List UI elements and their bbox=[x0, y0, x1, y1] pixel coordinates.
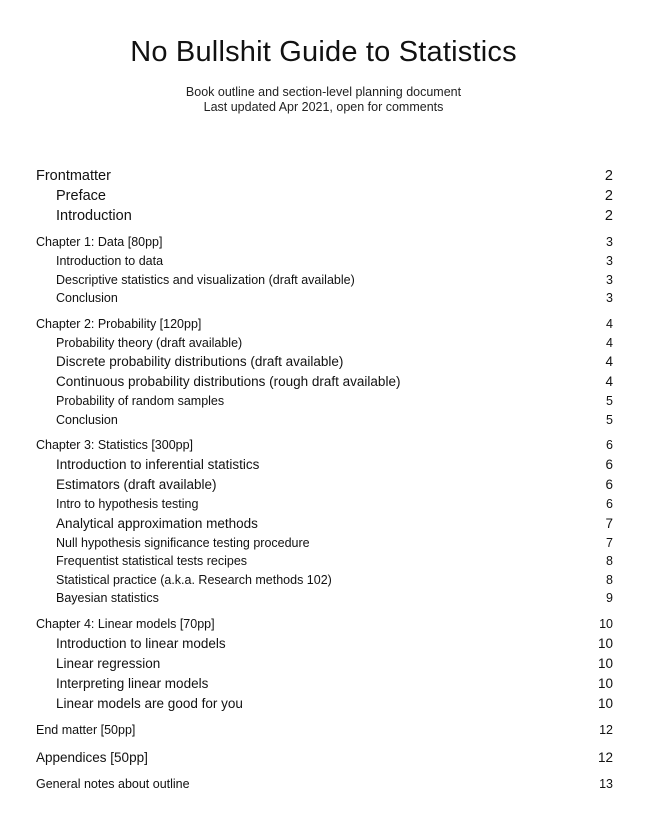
document-title: No Bullshit Guide to Statistics bbox=[130, 36, 517, 68]
toc-entry-page: 8 bbox=[606, 573, 613, 587]
toc-entry-page: 7 bbox=[605, 516, 613, 531]
toc-entry-linear-regression[interactable] bbox=[56, 656, 613, 671]
toc-entry-page: 7 bbox=[606, 536, 613, 550]
toc-entry-nhst-procedure[interactable] bbox=[56, 536, 613, 550]
toc-entry-page: 4 bbox=[605, 354, 613, 369]
toc-entry-label: Intro to hypothesis testing bbox=[56, 497, 199, 511]
toc-entry-page: 10 bbox=[597, 696, 613, 711]
toc-entry-label: Estimators (draft available) bbox=[56, 477, 217, 492]
toc-entry-page: 12 bbox=[599, 723, 613, 737]
toc-entry-label: Continuous probability distributions (rough draft available) bbox=[56, 374, 401, 389]
toc-entry-page: 8 bbox=[606, 554, 613, 568]
toc-entry-frequentist-recipes[interactable] bbox=[56, 554, 613, 568]
toc-entry-label: Chapter 1: Data [80pp] bbox=[36, 235, 163, 249]
toc-entry-analytical-approximation[interactable] bbox=[56, 516, 613, 531]
toc-entry-label: Appendices [50pp] bbox=[36, 750, 148, 765]
toc-entry-page: 5 bbox=[606, 394, 613, 408]
toc-entry-page: 10 bbox=[599, 617, 613, 631]
toc-entry-label: End matter [50pp] bbox=[36, 723, 136, 737]
toc-entry-chapter-3[interactable] bbox=[36, 438, 613, 452]
toc-entry-frontmatter[interactable] bbox=[36, 168, 613, 184]
toc-entry-page: 3 bbox=[606, 235, 613, 249]
toc-entry-page: 13 bbox=[599, 777, 613, 791]
toc-entry-chapter-2[interactable] bbox=[36, 317, 613, 331]
toc-entry-interpreting-linear-models[interactable] bbox=[56, 676, 613, 691]
toc-entry-statistical-practice[interactable] bbox=[56, 573, 613, 587]
toc-entry-hypothesis-testing[interactable] bbox=[56, 497, 613, 511]
toc-entry-conclusion-ch1[interactable] bbox=[56, 291, 613, 305]
document-subtitle bbox=[0, 85, 647, 115]
toc-entry-page: 4 bbox=[606, 317, 613, 331]
toc-entry-page: 10 bbox=[597, 676, 613, 691]
toc-entry-label: Analytical approximation methods bbox=[56, 516, 258, 531]
toc-entry-probability-theory[interactable] bbox=[56, 336, 613, 350]
toc-entry-page: 9 bbox=[606, 591, 613, 605]
toc-entry-label: Conclusion bbox=[56, 291, 118, 305]
subtitle-line-2: Last updated Apr 2021, open for comments bbox=[203, 100, 444, 114]
toc-entry-label: Linear models are good for you bbox=[56, 696, 243, 711]
toc-entry-page: 3 bbox=[606, 254, 613, 268]
toc-entry-descriptive-statistics[interactable] bbox=[56, 273, 613, 287]
toc-entry-label: Null hypothesis significance testing procedure bbox=[56, 536, 310, 550]
toc-entry-bayesian-statistics[interactable] bbox=[56, 591, 613, 605]
toc-entry-intro-linear-models[interactable] bbox=[56, 636, 613, 651]
toc-entry-page: 4 bbox=[605, 374, 613, 389]
toc-entry-page: 6 bbox=[606, 438, 613, 452]
toc-entry-page: 3 bbox=[606, 273, 613, 287]
toc-entry-label: Discrete probability distributions (draft available) bbox=[56, 354, 344, 369]
toc-entry-appendices[interactable] bbox=[36, 750, 613, 765]
toc-entry-random-samples[interactable] bbox=[56, 394, 613, 408]
toc-entry-page: 4 bbox=[606, 336, 613, 350]
toc-entry-conclusion-ch2[interactable] bbox=[56, 413, 613, 427]
toc-entry-label: Statistical practice (a.k.a. Research methods 102) bbox=[56, 573, 332, 587]
toc-entry-label: General notes about outline bbox=[36, 777, 190, 791]
toc-entry-linear-models-good[interactable] bbox=[56, 696, 613, 711]
toc-entry-page: 3 bbox=[606, 291, 613, 305]
toc-entry-label: Chapter 3: Statistics [300pp] bbox=[36, 438, 194, 452]
toc-entry-label: Interpreting linear models bbox=[56, 676, 209, 691]
toc-entry-page: 2 bbox=[604, 188, 613, 204]
toc-entry-label: Probability theory (draft available) bbox=[56, 336, 243, 350]
toc-entry-page: 6 bbox=[606, 497, 613, 511]
toc-entry-label: Introduction bbox=[56, 208, 132, 224]
toc-entry-page: 10 bbox=[597, 656, 613, 671]
toc-entry-preface[interactable] bbox=[56, 188, 613, 204]
toc-entry-label: Bayesian statistics bbox=[56, 591, 159, 605]
toc-entry-label: Introduction to linear models bbox=[56, 636, 226, 651]
toc-entry-label: Chapter 4: Linear models [70pp] bbox=[36, 617, 215, 631]
toc-entry-page: 2 bbox=[604, 208, 613, 224]
toc-entry-label: Frontmatter bbox=[36, 168, 111, 184]
toc-entry-label: Preface bbox=[56, 188, 106, 204]
toc-entry-chapter-4[interactable] bbox=[36, 617, 613, 631]
toc-entry-discrete-distributions[interactable] bbox=[56, 354, 613, 369]
toc-entry-introduction-to-data[interactable] bbox=[56, 254, 613, 268]
toc-entry-page: 6 bbox=[605, 477, 613, 492]
toc-entry-end-matter[interactable] bbox=[36, 723, 613, 737]
toc-entry-continuous-distributions[interactable] bbox=[56, 374, 613, 389]
toc-entry-label: Frequentist statistical tests recipes bbox=[56, 554, 248, 568]
toc-entry-page: 12 bbox=[597, 750, 613, 765]
toc-entry-page: 6 bbox=[605, 457, 613, 472]
toc-entry-label: Introduction to data bbox=[56, 254, 164, 268]
toc-entry-chapter-1[interactable] bbox=[36, 235, 613, 249]
toc-entry-label: Probability of random samples bbox=[56, 394, 225, 408]
toc-entry-general-notes[interactable] bbox=[36, 777, 613, 791]
toc-entry-page: 2 bbox=[604, 168, 613, 184]
toc-entry-label: Descriptive statistics and visualization (draft available) bbox=[56, 273, 355, 287]
toc-entry-inferential-statistics[interactable] bbox=[56, 457, 613, 472]
toc-entry-label: Conclusion bbox=[56, 413, 118, 427]
toc-entry-label: Linear regression bbox=[56, 656, 161, 671]
toc-entry-estimators[interactable] bbox=[56, 477, 613, 492]
subtitle-line-1: Book outline and section-level planning document bbox=[185, 85, 462, 99]
toc-entry-page: 5 bbox=[606, 413, 613, 427]
toc-entry-label: Introduction to inferential statistics bbox=[56, 457, 260, 472]
toc-entry-label: Chapter 2: Probability [120pp] bbox=[36, 317, 202, 331]
toc-entry-page: 10 bbox=[597, 636, 613, 651]
toc-entry-introduction[interactable] bbox=[56, 208, 613, 224]
